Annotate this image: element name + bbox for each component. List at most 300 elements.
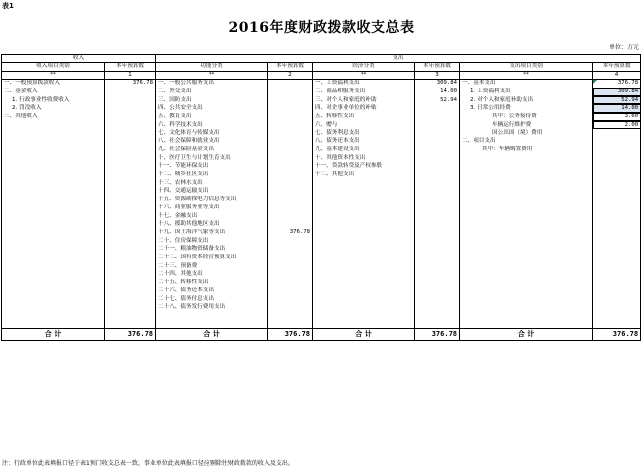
amount-cell[interactable] (268, 104, 313, 112)
table-row (2, 179, 641, 187)
table-row (2, 229, 641, 237)
label-cell[interactable] (2, 129, 105, 137)
col-header-function-name[interactable]: 功能分类 (156, 63, 268, 71)
table-row (2, 287, 641, 295)
amount-cell[interactable] (268, 162, 313, 170)
label-cell[interactable] (2, 196, 105, 204)
label-cell[interactable]: 二十、住房保障支出 (156, 237, 268, 245)
label-cell[interactable]: 十四、交通运输支出 (156, 187, 268, 195)
label-cell[interactable]: 二十一、粮油物资储备支出 (156, 245, 268, 253)
col-header-income-name[interactable]: 收入项目类别 (2, 63, 105, 71)
amount-cell[interactable] (268, 303, 313, 311)
amount-cell[interactable] (268, 79, 313, 87)
label-cell[interactable] (2, 320, 105, 328)
amount-cell[interactable] (268, 179, 313, 187)
label-cell[interactable]: 九、基本建设支出 (313, 146, 415, 154)
amount-cell[interactable] (268, 245, 313, 253)
amount-cell[interactable] (268, 204, 313, 212)
label-cell[interactable] (2, 262, 105, 270)
amount-cell[interactable] (415, 162, 460, 170)
amount-cell[interactable] (415, 287, 460, 295)
table-row (2, 204, 641, 212)
amount-cell[interactable] (105, 129, 156, 137)
label-cell[interactable] (156, 312, 268, 320)
label-cell[interactable]: 1. 工资福利支出 (460, 88, 593, 96)
col-header-function-amount[interactable]: 本年预算数 (268, 63, 313, 71)
amount-cell[interactable] (593, 237, 641, 245)
table-row (2, 220, 641, 228)
amount-cell[interactable] (268, 237, 313, 245)
total-amount-cell[interactable]: 376.78 (593, 328, 641, 340)
amount-cell[interactable] (593, 303, 641, 311)
amount-cell[interactable] (593, 154, 641, 162)
label-cell[interactable] (460, 270, 593, 278)
table-row (2, 237, 641, 245)
amount-cell[interactable] (105, 204, 156, 212)
amount-cell[interactable] (268, 212, 313, 220)
amount-cell[interactable]: 376.78 (593, 79, 641, 87)
amount-cell[interactable] (105, 171, 156, 179)
index-cell[interactable]: ** (2, 71, 105, 79)
amount-cell[interactable] (268, 270, 313, 278)
label-cell[interactable]: 十八、援助其他地区支出 (156, 220, 268, 228)
table-row (2, 79, 641, 87)
col-header-item-name[interactable]: 支出项目类别 (460, 63, 593, 71)
label-cell[interactable] (460, 154, 593, 162)
amount-cell[interactable] (415, 262, 460, 270)
amount-cell[interactable] (268, 196, 313, 204)
label-cell[interactable]: 一、一般公共服务支出 (156, 79, 268, 87)
amount-cell[interactable] (415, 220, 460, 228)
amount-cell[interactable] (415, 212, 460, 220)
table-row (2, 154, 641, 162)
label-cell[interactable] (313, 279, 415, 287)
amount-cell[interactable] (105, 279, 156, 287)
amount-cell[interactable] (415, 204, 460, 212)
label-cell[interactable]: 二、基金收入 (2, 88, 105, 96)
amount-cell[interactable] (268, 88, 313, 96)
amount-cell[interactable] (415, 303, 460, 311)
total-amount-cell[interactable]: 376.78 (415, 328, 460, 340)
label-cell[interactable] (460, 196, 593, 204)
amount-cell[interactable] (593, 295, 641, 303)
table-row (2, 146, 641, 154)
label-cell[interactable] (460, 262, 593, 270)
amount-cell[interactable] (415, 179, 460, 187)
label-cell[interactable]: 四、公共安全支出 (156, 104, 268, 112)
label-cell[interactable] (313, 320, 415, 328)
label-cell[interactable] (2, 220, 105, 228)
label-cell[interactable]: 二、项目支出 (460, 137, 593, 145)
label-cell[interactable] (460, 287, 593, 295)
amount-cell[interactable]: 309.84 (415, 79, 460, 87)
index-cell[interactable]: 1 (105, 71, 156, 79)
amount-cell[interactable] (105, 88, 156, 96)
label-cell[interactable] (313, 245, 415, 253)
col-header-economic-name[interactable]: 经济分类 (313, 63, 415, 71)
label-cell[interactable]: 二十七、债务付息支出 (156, 295, 268, 303)
amount-cell[interactable] (105, 303, 156, 311)
label-cell[interactable]: 2. 罚没收入 (2, 104, 105, 112)
col-header-economic-amount[interactable]: 本年预算数 (415, 63, 460, 71)
amount-cell[interactable] (415, 312, 460, 320)
amount-cell[interactable] (105, 229, 156, 237)
amount-cell[interactable] (105, 113, 156, 121)
label-cell[interactable]: 十二、城乡社区支出 (156, 171, 268, 179)
label-cell[interactable]: 十、其他资本性支出 (313, 154, 415, 162)
amount-cell[interactable] (268, 187, 313, 195)
label-cell[interactable] (460, 171, 593, 179)
label-cell[interactable]: 二、商品和服务支出 (313, 88, 415, 96)
amount-cell[interactable]: 3.60 (593, 113, 641, 121)
label-cell[interactable] (2, 229, 105, 237)
section-expense-header[interactable]: 支出 (156, 55, 641, 63)
table-row (2, 270, 641, 278)
amount-cell[interactable] (593, 245, 641, 253)
label-cell[interactable] (460, 187, 593, 195)
amount-cell[interactable] (593, 229, 641, 237)
amount-cell[interactable] (268, 287, 313, 295)
amount-cell[interactable] (105, 254, 156, 262)
label-cell[interactable]: 二十六、债务还本支出 (156, 287, 268, 295)
label-cell[interactable]: 三、国防支出 (156, 96, 268, 104)
label-cell[interactable] (313, 262, 415, 270)
table-row (2, 171, 641, 179)
amount-cell[interactable] (415, 171, 460, 179)
total-amount-cell[interactable]: 376.78 (105, 328, 156, 340)
label-cell[interactable]: 八、社会保障和就业支出 (156, 137, 268, 145)
table-row (2, 121, 641, 129)
amount-cell[interactable]: 376.78 (105, 79, 156, 87)
amount-cell[interactable] (105, 245, 156, 253)
table-row (2, 295, 641, 303)
label-cell[interactable] (313, 229, 415, 237)
amount-cell[interactable] (268, 96, 313, 104)
table-row (2, 245, 641, 253)
amount-cell[interactable] (268, 171, 313, 179)
amount-cell[interactable] (593, 187, 641, 195)
label-cell[interactable] (2, 254, 105, 262)
label-cell[interactable] (313, 295, 415, 303)
table-row (2, 254, 641, 262)
label-cell[interactable] (460, 303, 593, 311)
label-cell[interactable] (460, 237, 593, 245)
table-row (2, 187, 641, 195)
amount-cell[interactable] (105, 187, 156, 195)
amount-cell[interactable] (105, 162, 156, 170)
col-header-income-amount[interactable]: 本年预算数 (105, 63, 156, 71)
amount-cell[interactable] (268, 137, 313, 145)
label-cell[interactable] (313, 212, 415, 220)
page-title: 2016年度财政拨款收支总表 (228, 20, 415, 36)
label-cell[interactable] (2, 187, 105, 195)
amount-cell[interactable] (268, 320, 313, 328)
amount-cell[interactable] (415, 237, 460, 245)
amount-cell[interactable] (105, 104, 156, 112)
label-cell[interactable] (313, 270, 415, 278)
amount-cell[interactable] (268, 262, 313, 270)
amount-cell[interactable] (415, 104, 460, 112)
label-cell[interactable] (2, 312, 105, 320)
amount-cell[interactable]: 52.94 (593, 96, 641, 104)
amount-cell[interactable] (593, 279, 641, 287)
amount-cell[interactable] (593, 287, 641, 295)
amount-cell[interactable] (268, 279, 313, 287)
table-row (2, 162, 641, 170)
label-cell[interactable] (460, 204, 593, 212)
label-cell[interactable] (2, 204, 105, 212)
label-cell[interactable] (2, 245, 105, 253)
unit-label: 单位：万元 (608, 44, 639, 51)
amount-cell[interactable]: 376.78 (268, 229, 313, 237)
label-cell[interactable]: 八、债务还本支出 (313, 137, 415, 145)
index-cell[interactable]: ** (460, 71, 593, 79)
amount-cell[interactable] (105, 179, 156, 187)
table-row (2, 88, 641, 96)
label-cell[interactable]: 十七、金融支出 (156, 212, 268, 220)
amount-cell[interactable] (415, 295, 460, 303)
sheet-tag: 表1 (2, 2, 14, 10)
table-row (2, 104, 641, 112)
amount-cell[interactable] (105, 237, 156, 245)
amount-cell[interactable] (415, 146, 460, 154)
amount-cell[interactable] (593, 270, 641, 278)
label-cell[interactable]: 六、科学技术支出 (156, 121, 268, 129)
amount-cell[interactable] (415, 229, 460, 237)
amount-cell[interactable] (415, 154, 460, 162)
label-cell[interactable]: 四、对企事业单位的补贴 (313, 104, 415, 112)
label-cell[interactable] (460, 312, 593, 320)
label-cell[interactable]: 一、一般预算拨款收入 (2, 79, 105, 87)
label-cell[interactable] (2, 237, 105, 245)
label-cell[interactable] (2, 154, 105, 162)
label-cell[interactable]: 一、基本支出 (460, 79, 593, 87)
label-cell[interactable] (313, 220, 415, 228)
label-cell[interactable]: 其中：公务接待费 (460, 113, 593, 121)
label-cell[interactable]: 五、教育支出 (156, 113, 268, 121)
label-cell[interactable] (460, 179, 593, 187)
amount-cell[interactable] (105, 320, 156, 328)
amount-cell[interactable] (415, 196, 460, 204)
label-cell[interactable] (313, 196, 415, 204)
amount-cell[interactable] (105, 146, 156, 154)
amount-cell[interactable] (593, 204, 641, 212)
label-cell[interactable]: 十一、贷款转贷及产权参股 (313, 162, 415, 170)
label-cell[interactable] (2, 179, 105, 187)
amount-cell[interactable] (593, 220, 641, 228)
table-row (2, 196, 641, 204)
amount-cell[interactable] (415, 113, 460, 121)
label-cell[interactable]: 2. 对个人和家庭补助支出 (460, 96, 593, 104)
amount-cell[interactable] (268, 295, 313, 303)
label-cell[interactable]: 七、文化体育与传媒支出 (156, 129, 268, 137)
amount-cell[interactable] (268, 146, 313, 154)
amount-cell[interactable] (268, 129, 313, 137)
label-cell[interactable]: 七、债务利息支出 (313, 129, 415, 137)
label-cell[interactable] (460, 245, 593, 253)
label-cell[interactable]: 二十四、其他支出 (156, 270, 268, 278)
label-cell[interactable] (460, 279, 593, 287)
label-cell[interactable] (2, 303, 105, 311)
label-cell[interactable]: 十九、国土海洋气象等支出 (156, 229, 268, 237)
label-cell[interactable]: 二十二、国有资本经营预算支出 (156, 254, 268, 262)
label-cell[interactable] (460, 220, 593, 228)
amount-cell[interactable] (105, 270, 156, 278)
label-cell[interactable] (2, 270, 105, 278)
amount-cell[interactable] (268, 121, 313, 129)
amount-cell[interactable] (105, 287, 156, 295)
amount-cell[interactable] (593, 171, 641, 179)
label-cell[interactable] (313, 179, 415, 187)
amount-cell[interactable] (593, 312, 641, 320)
amount-cell[interactable] (105, 212, 156, 220)
amount-cell[interactable] (593, 129, 641, 137)
footnote: 注：行政单位此表填报口径于表1预门收支总表一致，事业单位此表填报口径应剔除往财政拨款的收入及支出。 (2, 460, 294, 467)
label-cell[interactable] (2, 171, 105, 179)
amount-cell[interactable] (105, 262, 156, 270)
label-cell[interactable]: 二十五、转移性支出 (156, 279, 268, 287)
amount-cell[interactable] (105, 295, 156, 303)
label-cell[interactable]: 一、工资福利支出 (313, 79, 415, 87)
label-cell[interactable]: 十二、其他支出 (313, 171, 415, 179)
amount-cell[interactable] (415, 279, 460, 287)
label-cell[interactable] (313, 312, 415, 320)
label-cell[interactable]: 二十八、债务发行费用支出 (156, 303, 268, 311)
label-cell[interactable]: 3. 日常公用经费 (460, 104, 593, 112)
amount-cell[interactable]: 52.94 (415, 96, 460, 104)
table-row (2, 137, 641, 145)
label-cell[interactable]: 二十三、预备费 (156, 262, 268, 270)
amount-cell[interactable] (415, 320, 460, 328)
amount-cell[interactable]: 14.00 (415, 88, 460, 96)
amount-cell[interactable] (415, 137, 460, 145)
budget-table (1, 54, 641, 341)
label-cell[interactable] (2, 162, 105, 170)
label-cell[interactable] (156, 320, 268, 328)
table-row (2, 113, 641, 121)
amount-cell[interactable] (105, 312, 156, 320)
amount-cell[interactable]: 309.84 (593, 88, 641, 96)
amount-cell[interactable] (415, 245, 460, 253)
table-row (2, 129, 641, 137)
label-cell[interactable] (2, 146, 105, 154)
total-amount-cell[interactable]: 376.78 (268, 328, 313, 340)
amount-cell[interactable] (593, 320, 641, 328)
label-cell[interactable] (2, 121, 105, 129)
index-cell[interactable]: 3 (415, 71, 460, 79)
label-cell[interactable]: 车辆运行维护费 (460, 121, 593, 129)
amount-cell[interactable] (268, 154, 313, 162)
label-cell[interactable] (460, 212, 593, 220)
label-cell[interactable] (460, 320, 593, 328)
label-cell[interactable]: 九、社会保险基金支出 (156, 146, 268, 154)
amount-cell[interactable] (105, 154, 156, 162)
label-cell[interactable]: 六、赠与 (313, 121, 415, 129)
total-label-cell[interactable]: 合 计 (313, 328, 415, 340)
label-cell[interactable]: 五、转移性支出 (313, 113, 415, 121)
label-cell[interactable]: 因公出国（境）费用 (460, 129, 593, 137)
table-row (2, 279, 641, 287)
amount-cell[interactable] (415, 254, 460, 262)
total-row (2, 328, 641, 340)
index-cell[interactable]: ** (313, 71, 415, 79)
label-cell[interactable] (2, 287, 105, 295)
index-cell[interactable]: ** (156, 71, 268, 79)
amount-cell[interactable] (105, 96, 156, 104)
amount-cell[interactable] (415, 121, 460, 129)
amount-cell[interactable] (593, 137, 641, 145)
amount-cell[interactable] (593, 146, 641, 154)
amount-cell[interactable] (268, 312, 313, 320)
label-cell[interactable]: 二、外交支出 (156, 88, 268, 96)
label-cell[interactable]: 三、对个人和家庭的补助 (313, 96, 415, 104)
label-cell[interactable] (2, 279, 105, 287)
amount-cell[interactable] (105, 137, 156, 145)
amount-cell[interactable] (105, 121, 156, 129)
amount-cell[interactable] (593, 179, 641, 187)
amount-cell[interactable] (593, 262, 641, 270)
amount-cell[interactable]: 14.00 (593, 104, 641, 112)
col-header-item-amount[interactable]: 本年预算数 (593, 63, 641, 71)
label-cell[interactable] (313, 303, 415, 311)
index-cell[interactable]: 4 (593, 71, 641, 79)
label-cell[interactable] (2, 212, 105, 220)
amount-cell[interactable]: 2.00 (593, 121, 641, 129)
label-cell[interactable]: 十、医疗卫生与计划生育支出 (156, 154, 268, 162)
total-label-cell[interactable]: 合 计 (156, 328, 268, 340)
label-cell[interactable] (313, 254, 415, 262)
label-cell[interactable] (460, 295, 593, 303)
label-cell[interactable]: 三、其他收入 (2, 113, 105, 121)
label-cell[interactable] (313, 287, 415, 295)
amount-cell[interactable] (415, 270, 460, 278)
label-cell[interactable] (313, 237, 415, 245)
label-cell[interactable]: 十六、商业服务业等支出 (156, 204, 268, 212)
index-cell[interactable]: 2 (268, 71, 313, 79)
amount-cell[interactable] (593, 254, 641, 262)
label-cell[interactable] (460, 229, 593, 237)
amount-cell[interactable] (415, 187, 460, 195)
table-row (2, 303, 641, 311)
table-row (2, 96, 641, 104)
label-cell[interactable]: 十五、资源勘探电力信息等支出 (156, 196, 268, 204)
amount-cell[interactable] (593, 212, 641, 220)
label-cell[interactable] (2, 295, 105, 303)
table-row (2, 320, 641, 328)
amount-cell[interactable] (105, 220, 156, 228)
table-row (2, 312, 641, 320)
label-cell[interactable] (460, 162, 593, 170)
total-label-cell[interactable]: 合 计 (460, 328, 593, 340)
amount-cell[interactable] (593, 196, 641, 204)
amount-cell[interactable] (105, 196, 156, 204)
amount-cell[interactable] (415, 129, 460, 137)
label-cell[interactable] (313, 204, 415, 212)
amount-cell[interactable] (268, 220, 313, 228)
amount-cell[interactable] (268, 113, 313, 121)
amount-cell[interactable] (593, 162, 641, 170)
label-cell[interactable] (313, 187, 415, 195)
amount-cell[interactable] (268, 254, 313, 262)
label-cell[interactable] (2, 137, 105, 145)
label-cell[interactable] (460, 254, 593, 262)
section-income-header[interactable]: 收入 (2, 55, 156, 63)
label-cell[interactable]: 其中：车辆购置费用 (460, 146, 593, 154)
label-cell[interactable]: 1. 行政事业性收费收入 (2, 96, 105, 104)
total-label-cell[interactable]: 合 计 (2, 328, 105, 340)
label-cell[interactable]: 十三、农林水支出 (156, 179, 268, 187)
label-cell[interactable]: 十一、节能环保支出 (156, 162, 268, 170)
